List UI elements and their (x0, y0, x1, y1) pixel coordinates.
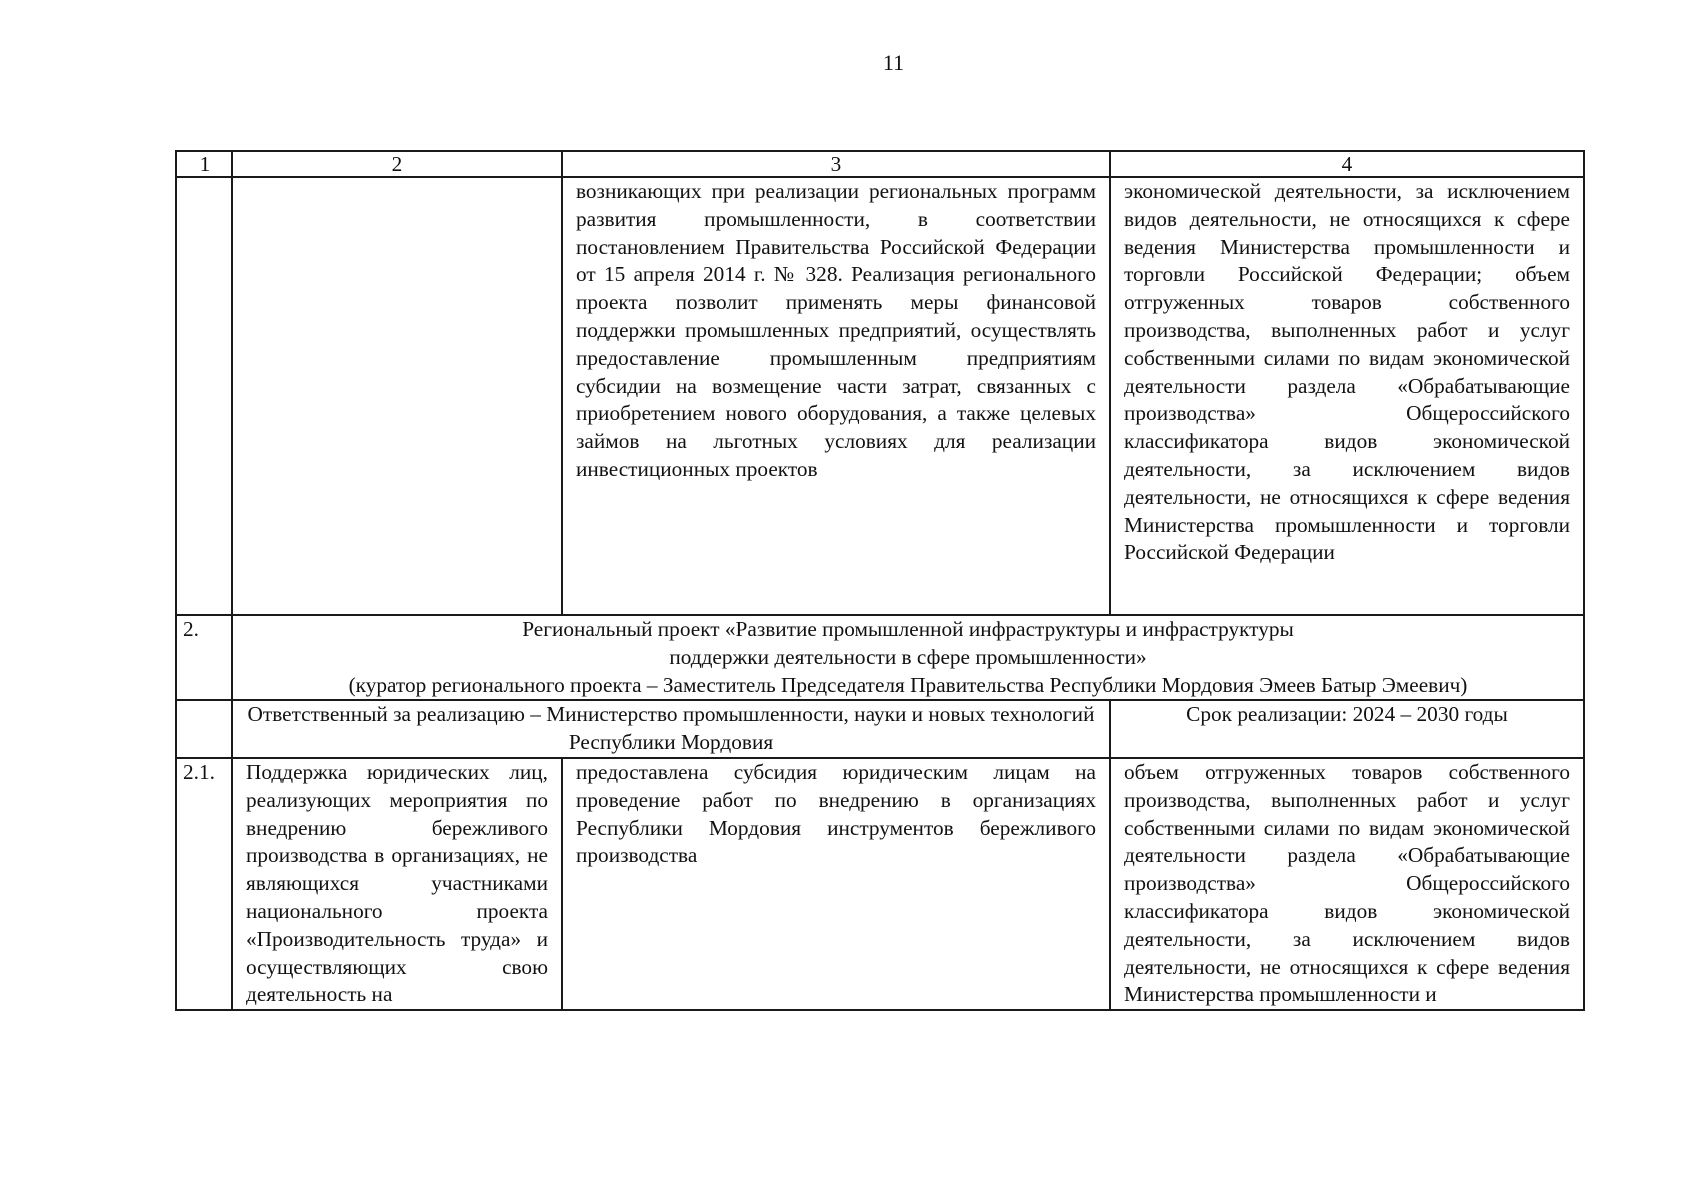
table-header-row (176, 151, 1584, 177)
table-row-continued (176, 177, 1584, 615)
table-row-2-1 (176, 758, 1584, 1010)
header-col-1: 1 (176, 151, 232, 177)
row-num-cell (176, 177, 232, 615)
row-col2-cell (232, 177, 562, 615)
section-title-line-1: Региональный проект «Развитие промышленной инфраструктуры и инфраструктуры (522, 617, 1294, 641)
row-col4-cell: экономической деятельности, за исключением видов деятельности, не относящихся к сфере ведения Министерства промышленности и торговли Российской Федерации; объем отгруженных товаров собственного производства, выполненных работ и услуг собственными силами по видам экономической деятельности раздела «Обрабатывающие производства» Общероссийского классификатора видов экономической деятельности, за исключением видов деятельности, не относящихся к сфере ведения Министерства промышленности и торговли Российской Федерации (1110, 177, 1584, 615)
responsible-row (176, 700, 1584, 758)
page-number: 11 (882, 50, 905, 75)
row-2-1-col2: Поддержка юридических лиц, реализующих мероприятия по внедрению бережливого производства в организациях, не являющихся участниками национального проекта «Производительность труда» и осуществляющих свою деятельность на (232, 758, 562, 1010)
section-num: 2. (176, 615, 232, 700)
responsible-text: Ответственный за реализацию – Министерство промышленности, науки и новых технологий Республики Мордовия (232, 700, 1110, 758)
section-title (232, 615, 1584, 700)
header-col-3: 3 (562, 151, 1110, 177)
document-table (175, 150, 1585, 1011)
row-2-1-col4: объем отгруженных товаров собственного производства, выполненных работ и услуг собственными силами по видам экономической деятельности раздела «Обрабатывающие производства» Общероссийского классификатора видов экономической деятельности, за исключением видов деятельности, не относящихся к сфере ведения Министерства промышленности и (1110, 758, 1584, 1010)
section-title-line-3: (куратор регионального проекта – Заместитель Председателя Правительства Республики Мордовия Эмеев Батыр Эмеевич) (348, 672, 1468, 697)
section-title-line-2: поддержки деятельности в сфере промышленности» (669, 644, 1147, 669)
section-row (176, 615, 1584, 700)
implementation-period: Срок реализации: 2024 – 2030 годы (1110, 700, 1584, 758)
row-col3-cell: возникающих при реализации региональных программ развития промышленности, в соответствии постановлением Правительства Российской Федерации от 15 апреля 2014 г. № 328. Реализация регионального проекта позволит применять меры финансовой поддержки промышленных предприятий, осуществлять предоставление промышленным предприятиям субсидии на возмещение части затрат, связанных с приобретением нового оборудования, а также целевых займов на льготных условиях для реализации инвестиционных проектов (562, 177, 1110, 615)
responsible-num-empty (176, 700, 232, 758)
row-2-1-num: 2.1. (176, 758, 232, 1010)
row-2-1-col3: предоставлена субсидия юридическим лицам на проведение работ по внедрению в организациях Республики Мордовия инструментов бережливого производства (562, 758, 1110, 1010)
header-col-4: 4 (1110, 151, 1584, 177)
header-col-2: 2 (232, 151, 562, 177)
